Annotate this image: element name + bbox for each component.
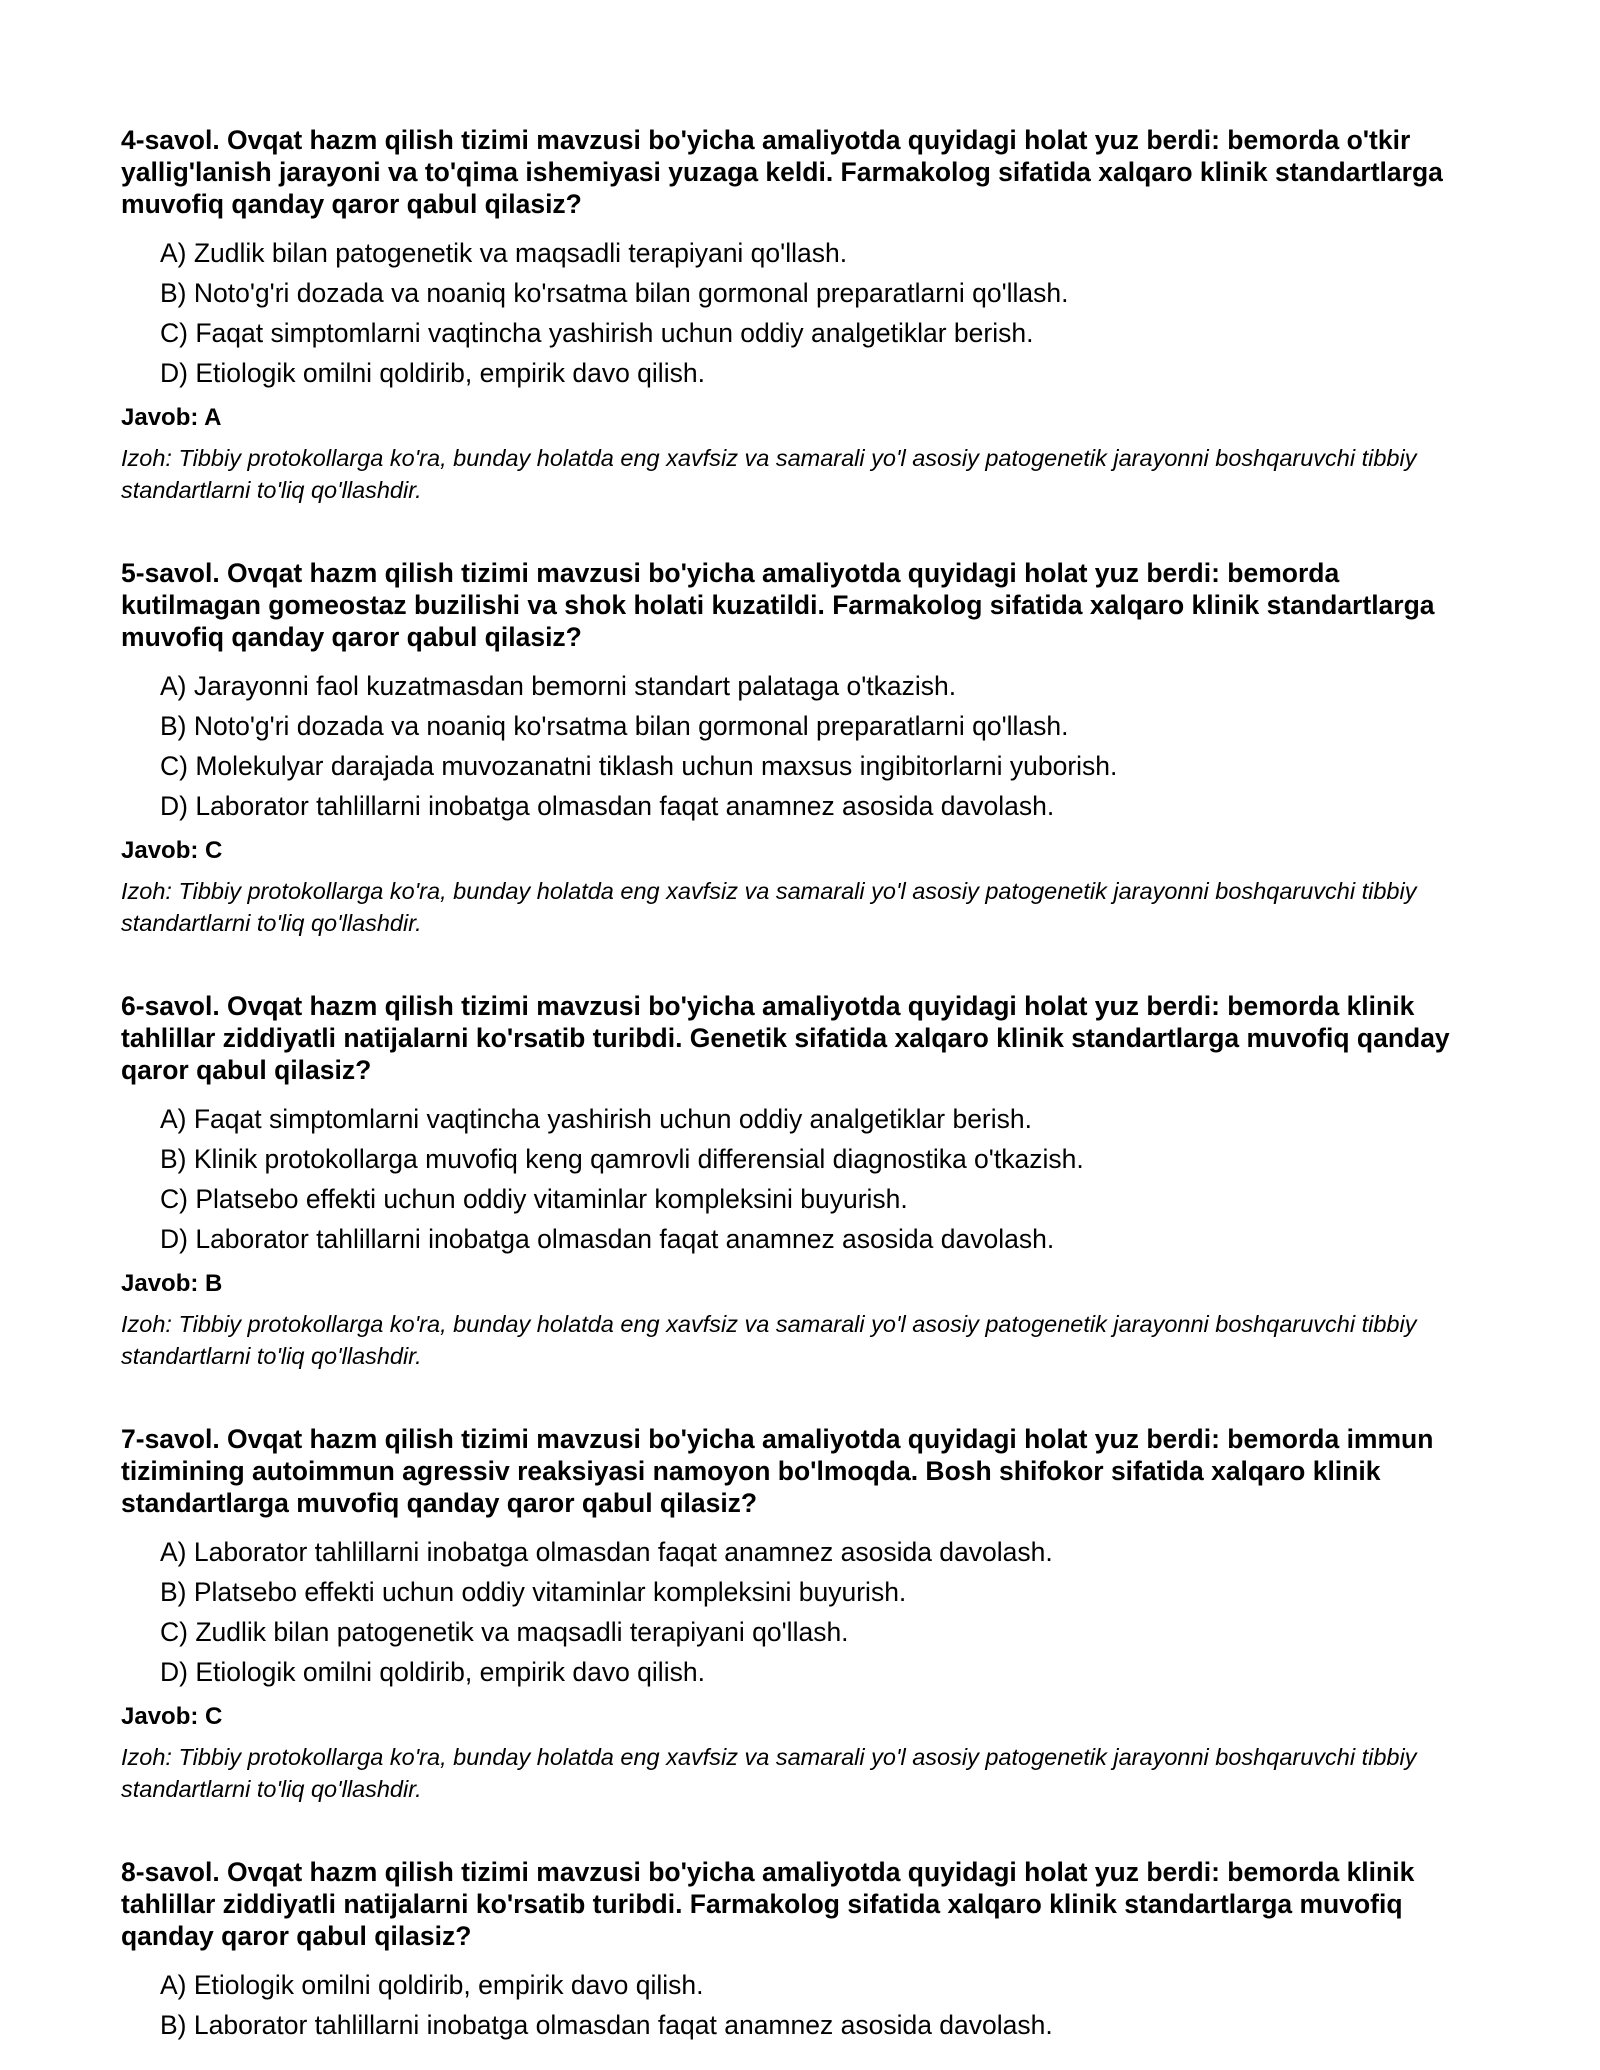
answer-label: Javob: B [121, 1270, 223, 1297]
question-4 [121, 124, 1485, 506]
option-a: A) Zudlik bilan patogenetik va maqsadli terapiyani qo'llash. [160, 238, 848, 268]
answer-label: Javob: A [121, 404, 222, 431]
option-c: C) Platsebo effekti uchun oddiy vitaminlar kompleksini buyurish. [160, 1184, 908, 1214]
option-b: B) Noto'g'ri dozada va noaniq ko'rsatma bilan gormonal preparatlarni qo'llash. [160, 711, 1069, 741]
question-6 [121, 990, 1485, 1372]
option-a: A) Laborator tahlillarni inobatga olmasdan faqat anamnez asosida davolash. [160, 1537, 1053, 1567]
option-a: A) Jarayonni faol kuzatmasdan bemorni standart palataga o'tkazish. [160, 671, 957, 701]
explanation-note: Izoh: Tibbiy protokollarga ko'ra, bunday holatda eng xavfsiz va samarali yo'l asosiy patogenetik jarayonni boshqaruvchi tibbiy standartlarni to'liq qo'llashdir. [121, 1744, 1417, 1802]
option-list [121, 1099, 1485, 1259]
question-title: 6-savol. Ovqat hazm qilish tizimi mavzusi bo'yicha amaliyotda quyidagi holat yuz berdi: bemorda klinik tahlillar ziddiyatli natijalarni ko'rsatib turibdi. Genetik sifatida xalqaro klinik standartlarga muvofiq qanday qaror qabul qilasiz? [121, 991, 1450, 1085]
question-8 [121, 1856, 1485, 2045]
option-b: B) Noto'g'ri dozada va noaniq ko'rsatma bilan gormonal preparatlarni qo'llash. [160, 278, 1069, 308]
explanation-note: Izoh: Tibbiy protokollarga ko'ra, bunday holatda eng xavfsiz va samarali yo'l asosiy patogenetik jarayonni boshqaruvchi tibbiy standartlarni to'liq qo'llashdir. [121, 1311, 1417, 1369]
question-7 [121, 1423, 1485, 1805]
question-title: 7-savol. Ovqat hazm qilish tizimi mavzusi bo'yicha amaliyotda quyidagi holat yuz berdi: bemorda immun tizimining autoimmun agressiv reaksiyasi namoyon bo'lmoqda. Bosh shifokor sifatida xalqaro klinik standartlarga muvofiq qanday qaror qabul qilasiz? [121, 1424, 1434, 1518]
question-title: 4-savol. Ovqat hazm qilish tizimi mavzusi bo'yicha amaliyotda quyidagi holat yuz berdi: bemorda o'tkir yallig'lanish jarayoni va to'qima ishemiyasi yuzaga keldi. Farmakolog sifatida xalqaro klinik standartlarga muvofiq qanday qaror qabul qilasiz? [121, 125, 1443, 219]
question-title: 5-savol. Ovqat hazm qilish tizimi mavzusi bo'yicha amaliyotda quyidagi holat yuz berdi: bemorda kutilmagan gomeostaz buzilishi va shok holati kuzatildi. Farmakolog sifatida xalqaro klinik standartlarga muvofiq qanday qaror qabul qilasiz? [121, 558, 1435, 652]
option-b: B) Laborator tahlillarni inobatga olmasdan faqat anamnez asosida davolash. [160, 2010, 1053, 2040]
option-d: D) Etiologik omilni qoldirib, empirik davo qilish. [160, 1657, 705, 1687]
option-list [121, 233, 1485, 393]
option-d: D) Laborator tahlillarni inobatga olmasdan faqat anamnez asosida davolash. [160, 791, 1055, 821]
option-c: C) Zudlik bilan patogenetik va maqsadli terapiyani qo'llash. [160, 1617, 849, 1647]
option-b: B) Platsebo effekti uchun oddiy vitaminlar kompleksini buyurish. [160, 1577, 907, 1607]
option-a: A) Etiologik omilni qoldirib, empirik davo qilish. [160, 1970, 704, 2000]
answer-label: Javob: C [121, 1703, 223, 1730]
explanation-note: Izoh: Tibbiy protokollarga ko'ra, bunday holatda eng xavfsiz va samarali yo'l asosiy patogenetik jarayonni boshqaruvchi tibbiy standartlarni to'liq qo'llashdir. [121, 878, 1417, 936]
option-d: D) Laborator tahlillarni inobatga olmasdan faqat anamnez asosida davolash. [160, 1224, 1055, 1254]
option-b: B) Klinik protokollarga muvofiq keng qamrovli differensial diagnostika o'tkazish. [160, 1144, 1084, 1174]
question-5 [121, 557, 1485, 939]
explanation-note: Izoh: Tibbiy protokollarga ko'ra, bunday holatda eng xavfsiz va samarali yo'l asosiy patogenetik jarayonni boshqaruvchi tibbiy standartlarni to'liq qo'llashdir. [121, 445, 1417, 503]
option-d: D) Etiologik omilni qoldirib, empirik davo qilish. [160, 358, 705, 388]
option-a: A) Faqat simptomlarni vaqtincha yashirish uchun oddiy analgetiklar berish. [160, 1104, 1032, 1134]
option-c: C) Molekulyar darajada muvozanatni tiklash uchun maxsus ingibitorlarni yuborish. [160, 751, 1118, 781]
option-list [121, 1532, 1485, 1692]
question-title: 8-savol. Ovqat hazm qilish tizimi mavzusi bo'yicha amaliyotda quyidagi holat yuz berdi: bemorda klinik tahlillar ziddiyatli natijalarni ko'rsatib turibdi. Farmakolog sifatida xalqaro klinik standartlarga muvofiq qanday qaror qabul qilasiz? [121, 1857, 1415, 1951]
option-list [121, 1965, 1485, 2045]
option-list [121, 666, 1485, 826]
answer-label: Javob: C [121, 837, 223, 864]
option-c: C) Faqat simptomlarni vaqtincha yashirish uchun oddiy analgetiklar berish. [160, 318, 1034, 348]
